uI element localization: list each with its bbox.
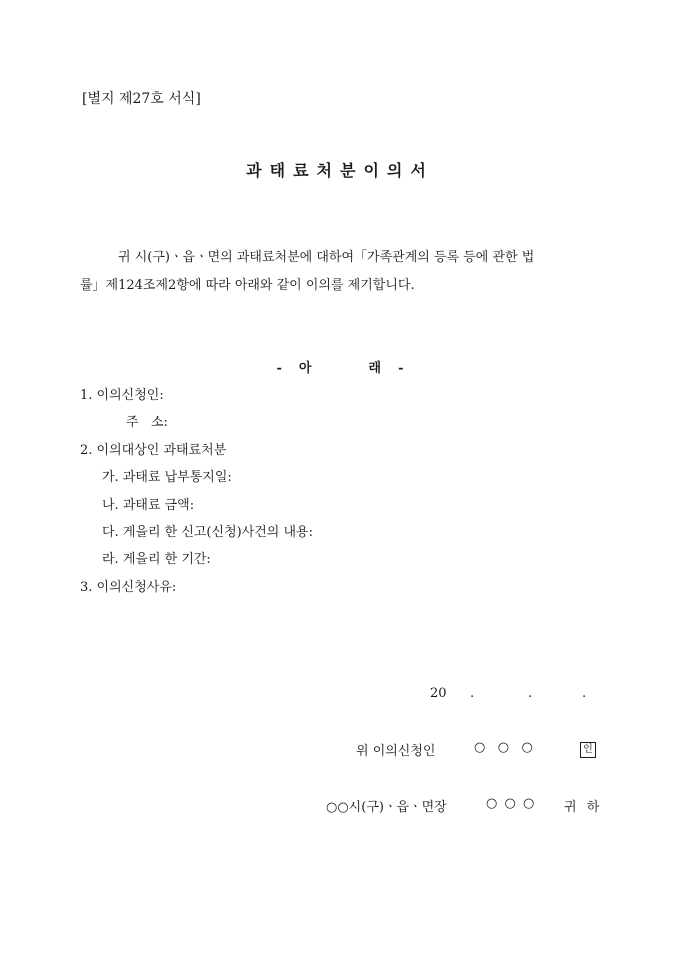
recipient-suffix: 귀 하: [564, 800, 600, 815]
amount-label: 나. 과태료 금액:: [102, 498, 195, 513]
heading-dash-right: -: [398, 361, 404, 376]
heading-word-2: 래: [368, 361, 382, 376]
body-text-line-1: 귀 시(구)ㆍ읍ㆍ면의 과태료처분에 대하여「가족관계의 등록 등에 관한 법: [118, 250, 535, 265]
reason-label: 3. 이의신청사유:: [80, 580, 177, 595]
applicant-label: 1. 이의신청인:: [80, 388, 164, 403]
seal-label: 인: [580, 742, 596, 758]
period-label: 라. 게을리 한 기간:: [102, 552, 211, 567]
heading-word-1: 아: [298, 361, 312, 376]
address-label: 주 소:: [126, 415, 168, 430]
heading-dash-left: -: [276, 361, 282, 376]
target-label: 2. 이의대상인 과태료처분: [80, 443, 227, 458]
report-content-label: 다. 게을리 한 신고(신청)사건의 내용:: [102, 525, 313, 540]
recipient-name: ○ ○ ○: [486, 796, 535, 811]
date-dot-3: .: [582, 686, 587, 701]
date-dot-2: .: [528, 686, 533, 701]
document-title: 과태료처분이의서: [246, 161, 434, 180]
date-dot-1: .: [470, 686, 475, 701]
notice-date-label: 가. 과태료 납부통지일:: [102, 470, 232, 485]
body-text-line-2: 률」제124조제2항에 따라 아래와 같이 이의를 제기합니다.: [80, 278, 415, 293]
signature-label: 위 이의신청인: [356, 744, 436, 759]
date-year-prefix: 20: [430, 686, 447, 701]
form-number: [별지 제27호 서식]: [82, 91, 201, 107]
signature-name: ○ ○ ○: [474, 740, 533, 755]
seal-mark: [580, 739, 596, 758]
section-heading: [0, 357, 680, 376]
recipient-office: ○○시(구)ㆍ읍ㆍ면장: [326, 800, 447, 815]
